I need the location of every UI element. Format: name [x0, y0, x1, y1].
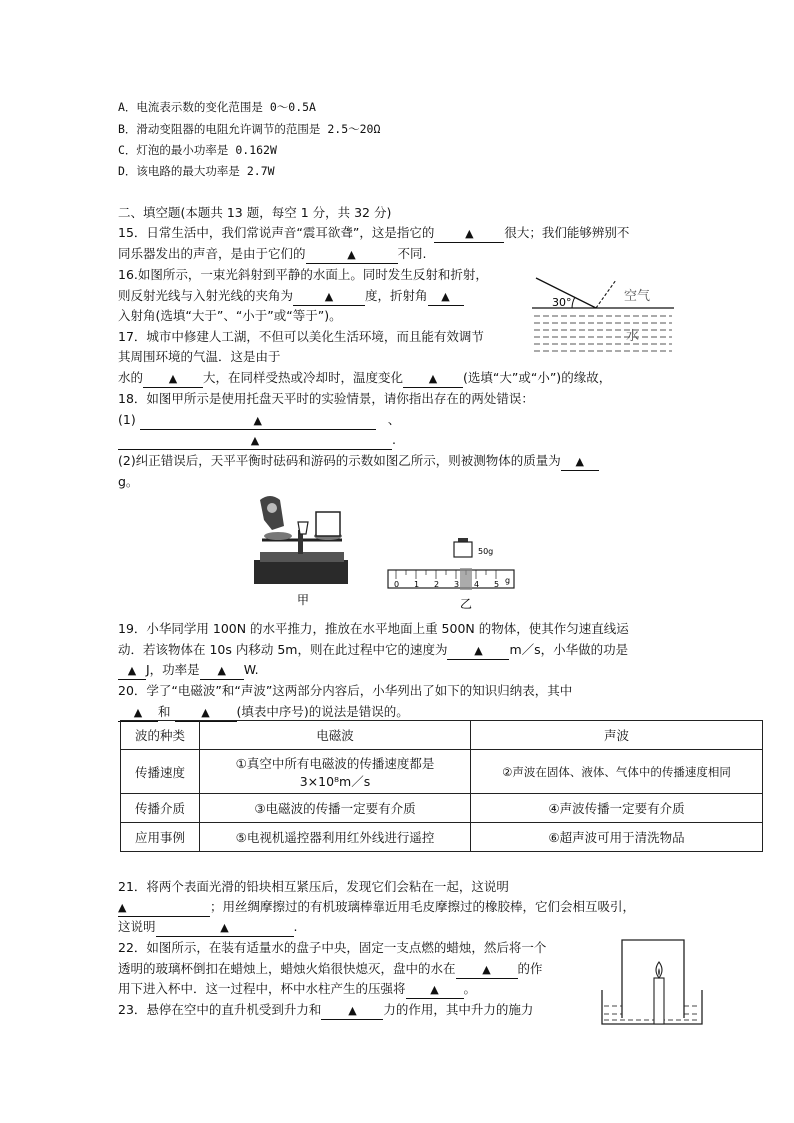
q20-blank1: ▲ — [118, 704, 158, 722]
label-yi: 乙 — [460, 597, 473, 611]
label-jia: 甲 — [297, 593, 310, 607]
q15-blank2: ▲ — [306, 246, 398, 264]
q22-line2: 透明的玻璃杯倒扣在蜡烛上，蜡烛火焰很快熄灭，盘中的水在 ▲ 的作 — [118, 959, 543, 979]
q17-blank2: ▲ — [403, 370, 463, 388]
q19-blank1: ▲ — [447, 642, 509, 660]
table-cell: ②声波在固体、液体、气体中的传播速度相同 — [471, 750, 763, 794]
q22-blank1: ▲ — [456, 961, 518, 979]
svg-text:3: 3 — [454, 580, 460, 589]
q16-line2: 则反射光线与入射光线的夹角为 ▲ 度，折射角 ▲ — [118, 286, 464, 306]
q17-line3: 水的 ▲ 大，在同样受热或冷却时，温度变化 ▲ (选填“大”或“小”)的缘故， — [118, 368, 611, 388]
option-d: D．该电路的最大功率是 2.7W — [118, 164, 275, 178]
weight-block — [316, 512, 340, 536]
q17-line1: 17．城市中修建人工湖，不但可以美化生活环境，而且能有效调节 — [118, 329, 484, 344]
q21-line1: 21．将两个表面光滑的铅块相互紧压后，发现它们会粘在一起，这说明 — [118, 879, 509, 894]
q19-blank3: ▲ — [200, 662, 244, 680]
table-header-row — [121, 721, 763, 750]
table-cell: ⑥超声波可用于清洗物品 — [471, 823, 763, 852]
table-cell: 传播速度 — [121, 750, 200, 794]
refraction-figure — [528, 270, 678, 356]
option-c: C．灯泡的最小功率是 0.162W — [118, 143, 277, 157]
q21-line3: 这说明 ▲ . — [118, 917, 298, 937]
table-cell: 应用事例 — [121, 823, 200, 852]
balance-figure-jia — [250, 490, 355, 608]
water-hatching — [534, 316, 672, 351]
q19-line3: ▲ J，功率是 ▲ W. — [118, 660, 259, 680]
q20-line1: 20．学了“电磁波”和“声波”这两部分内容后，小华列出了如下的知识归纳表，其中 — [118, 683, 573, 698]
q15-line1: 15．日常生活中，我们常说声音“震耳欲聋”，这是指它的 ▲ 很大；我们能够辨别不 — [118, 223, 629, 243]
q16-blank1: ▲ — [293, 288, 365, 306]
q19-line1: 19．小华同学用 100N 的水平推力，推放在水平地面上重 500N 的物体，使其作匀速直线运 — [118, 621, 629, 636]
q18-line1: 18．如图甲所示是使用托盘天平时的实验情景，请你指出存在的两处错误： — [118, 391, 534, 406]
q15-blank1: ▲ — [434, 225, 504, 243]
q16-line1: 16.如图所示，一束光斜射到平静的水面上。同时发生反射和折射， — [118, 267, 488, 282]
svg-text:2: 2 — [434, 580, 440, 589]
option-a: A．电流表示数的变化范围是 0～0.5A — [118, 100, 316, 114]
svg-text:5: 5 — [494, 580, 500, 589]
glass-cup — [622, 940, 684, 1018]
q23-line1: 23．悬停在空中的直升机受到升力和 ▲ 力的作用，其中升力的施力 — [118, 1000, 533, 1020]
q19-line2: 动．若该物体在 10s 内移动 5m，则在此过程中它的速度为 ▲ m／s，小华做的功是 — [118, 640, 628, 660]
50g-weight — [454, 542, 472, 557]
table-header: 电磁波 — [200, 721, 471, 750]
air-label: 空气 — [624, 289, 651, 304]
weight-label: 50g — [478, 547, 494, 556]
scale-figure-yi — [386, 526, 518, 612]
water-label: 水 — [626, 329, 640, 344]
q18-line4: (2)纠正错误后，天平平衡时砝码和游码的示数如图乙所示，则被测物体的质量为 ▲ — [118, 451, 599, 471]
q21-blank2: ▲ — [156, 919, 294, 937]
q18-line2: (1) ▲ 、 — [118, 410, 400, 430]
candle — [654, 978, 664, 1024]
knowledge-table — [120, 720, 763, 852]
svg-text:0: 0 — [394, 580, 400, 589]
table-row — [121, 750, 763, 794]
balance-base — [254, 560, 348, 584]
candle-figure — [598, 936, 706, 1028]
q20-blank2: ▲ — [175, 704, 237, 722]
speed-value: 3×10⁸m／s — [299, 773, 371, 789]
table-row — [121, 823, 763, 852]
table-cell: ①真空中所有电磁波的传播速度都是 3×10⁸m／s — [200, 750, 471, 794]
q18-line5: g。 — [118, 474, 139, 489]
q15-line2: 同乐器发出的声音，是由于它们的 ▲ 不同. — [118, 244, 427, 264]
q17-line2: 其周围环境的气温．这是由于 — [118, 349, 281, 364]
q18-blank1: ▲ — [140, 412, 376, 430]
svg-text:4: 4 — [474, 580, 480, 589]
q16-line3: 入射角(选填“大于”、“小于”或“等于”)。 — [118, 308, 342, 323]
table-header: 声波 — [471, 721, 763, 750]
reflected-ray — [596, 280, 616, 308]
q18-blank2: ▲ — [118, 432, 392, 450]
option-b: B．滑动变阻器的电阻允许调节的范围是 2.5～20Ω — [118, 122, 381, 136]
svg-text:1: 1 — [414, 580, 420, 589]
q23-blank1: ▲ — [321, 1002, 383, 1020]
table-cell: ④声波传播一定要有介质 — [471, 794, 763, 823]
section-heading: 二、填空题(本题共 13 题，每空 1 分，共 32 分) — [118, 205, 392, 220]
table-header: 波的种类 — [121, 721, 200, 750]
q22-blank2: ▲ — [406, 981, 464, 999]
table-row — [121, 794, 763, 823]
table-cell: ⑤电视机遥控器利用红外线进行遥控 — [200, 823, 471, 852]
svg-text:g: g — [505, 576, 511, 585]
table-cell: ③电磁波的传播一定要有介质 — [200, 794, 471, 823]
q17-blank1: ▲ — [143, 370, 203, 388]
q18-blank3: ▲ — [561, 453, 599, 471]
angle-label: 30° — [552, 296, 572, 309]
q16-blank2: ▲ — [428, 288, 464, 306]
q19-blank2: ▲ — [118, 662, 146, 680]
q18-line3: ▲ . — [118, 430, 396, 450]
rider — [460, 568, 472, 590]
dish — [602, 990, 702, 1024]
q22-line3: 用下进入杯中．这一过程中，杯中水柱产生的压强将 ▲ 。 — [118, 979, 476, 999]
dish-water — [604, 1006, 700, 1020]
q20-line2: ▲ 和 ▲ (填表中序号)的说法是错误的。 — [118, 702, 409, 722]
q21-blank1: ▲ — [118, 899, 210, 917]
table-cell: 传播介质 — [121, 794, 200, 823]
q21-line2: ▲ ；用丝绸摩擦过的有机玻璃棒靠近用毛皮摩擦过的橡胶棒，它们会相互吸引， — [118, 897, 635, 917]
q22-line1: 22．如图所示，在装有适量水的盘子中央，固定一支点燃的蜡烛，然后将一个 — [118, 940, 547, 955]
